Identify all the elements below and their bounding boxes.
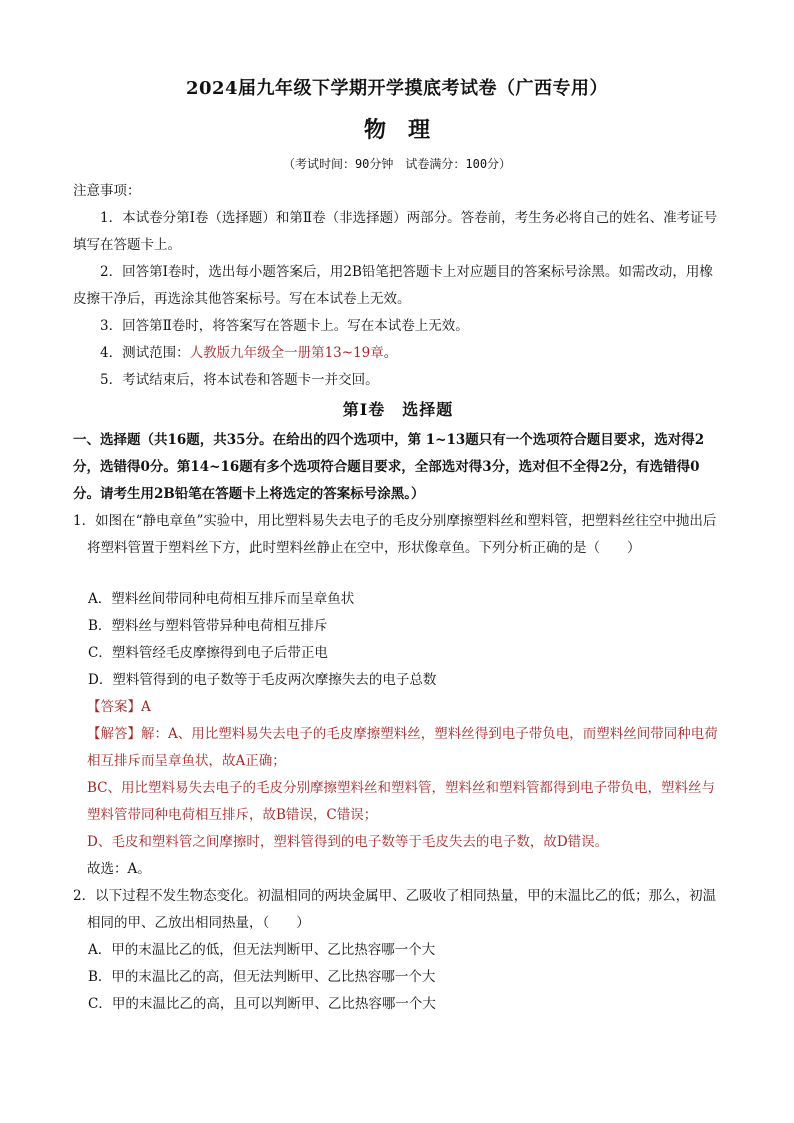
answer-label: 【答案】 (87, 699, 141, 715)
question-1-number: 1． (73, 513, 96, 529)
question-1-figure-space (73, 562, 723, 586)
question-2-option-b: B．甲的末温比乙的高，但无法判断甲、乙比热容哪一个大 (88, 969, 436, 985)
question-1-analysis-3: D、毛皮和塑料管之间摩擦时，塑料管得到的电子数等于毛皮失去的电子数，故D错误。 (87, 834, 609, 850)
answer-value: A (141, 699, 151, 715)
note-item-4-suffix: 。 (383, 345, 398, 361)
question-1-stem (73, 508, 723, 562)
note-item-2: 2．回答第Ⅰ卷时，选出每小题答案后，用2B铅笔把答题卡上对应题目的答案标号涂黑。如需改动，用橡皮擦干净后，再选涂其他答案标号。写在本试卷上无效。 (73, 264, 713, 307)
exam-content (73, 178, 723, 1018)
question-1-option-b: B．塑料丝与塑料管带异种电荷相互排斥 (88, 618, 328, 634)
subject-title: 物 理 (363, 117, 430, 143)
question-2-number: 2． (73, 888, 96, 904)
question-2-option-c: C．甲的末温比乙的高，且可以判断甲、乙比热容哪一个大 (88, 996, 436, 1012)
question-1-option-d: D．塑料管得到的电子数等于毛皮两次摩擦失去的电子总数 (88, 672, 437, 688)
analysis-label: 【解答】 (87, 726, 141, 742)
notes-heading: 注意事项： (73, 183, 141, 199)
test-range: 人教版九年级全一册第13~19章 (189, 345, 384, 361)
section-instructions: 一、选择题（共16题，共35分。在给出的四个选项中，第 1~13题只有一个选项符合题目要求，选对得2分，选错得0分。第14~16题有多个选项符合题目要求，全部选对得3分，选对但不全得2分，有选错得0分。请考生用2B铅笔在答题卡上将选定的答案标号涂黑。） (73, 432, 705, 502)
question-1-answer (73, 694, 723, 721)
exam-title: 2024届九年级下学期开学摸底考试卷（广西专用） (185, 78, 609, 99)
question-1 (73, 508, 723, 883)
question-1-conclusion: 故选：A。 (87, 861, 151, 877)
question-1-option-c: C．塑料管经毛皮摩擦得到电子后带正电 (88, 645, 328, 661)
section-title: 第Ⅰ卷 选择题 (342, 400, 454, 419)
question-2-option-a: A．甲的末温比乙的低，但无法判断甲、乙比热容哪一个大 (88, 942, 436, 958)
question-2 (73, 883, 723, 1018)
note-item-4 (73, 340, 723, 367)
note-item-4-prefix: 4．测试范围： (100, 345, 190, 361)
question-1-option-a: A．塑料丝间带同种电荷相互排斥而呈章鱼状 (88, 591, 355, 607)
question-2-stem (73, 883, 723, 937)
note-item-5: 5．考试结束后，将本试卷和答题卡一并交回。 (100, 372, 379, 388)
note-item-1: 1．本试卷分第Ⅰ卷（选择题）和第Ⅱ卷（非选择题）两部分。答卷前，考生务必将自己的姓名、准考证号填写在答题卡上。 (73, 210, 718, 253)
question-2-text: 以下过程不发生物态变化。初温相同的两块金属甲、乙吸收了相同热量，甲的末温比乙的低；那么，初温相同的甲、乙放出相同热量，（ ） (87, 888, 717, 931)
question-1-analysis-1 (73, 721, 723, 775)
note-item-3: 3．回答第Ⅱ卷时，将答案写在答题卡上。写在本试卷上无效。 (100, 318, 469, 334)
question-1-text: 如图在“静电章鱼”实验中，用比塑料易失去电子的毛皮分别摩擦塑料丝和塑料管，把塑料丝往空中抛出后将塑料管置于塑料丝下方，此时塑料丝静止在空中，形状像章鱼。下列分析正确的是（ ） (87, 513, 717, 556)
exam-info: （考试时间：90分钟 试卷满分：100分） (282, 157, 512, 171)
analysis-line-1: 解：A、用比塑料易失去电子的毛皮摩擦塑料丝，塑料丝得到电子带负电，而塑料丝间带同种电荷相互排斥而呈章鱼状，故A正确； (87, 726, 718, 769)
question-1-analysis-2: BC、用比塑料易失去电子的毛皮分别摩擦塑料丝和塑料管，塑料丝和塑料管都得到电子带负电，塑料丝与塑料管带同种电荷相互排斥，故B错误，C错误； (87, 780, 715, 823)
